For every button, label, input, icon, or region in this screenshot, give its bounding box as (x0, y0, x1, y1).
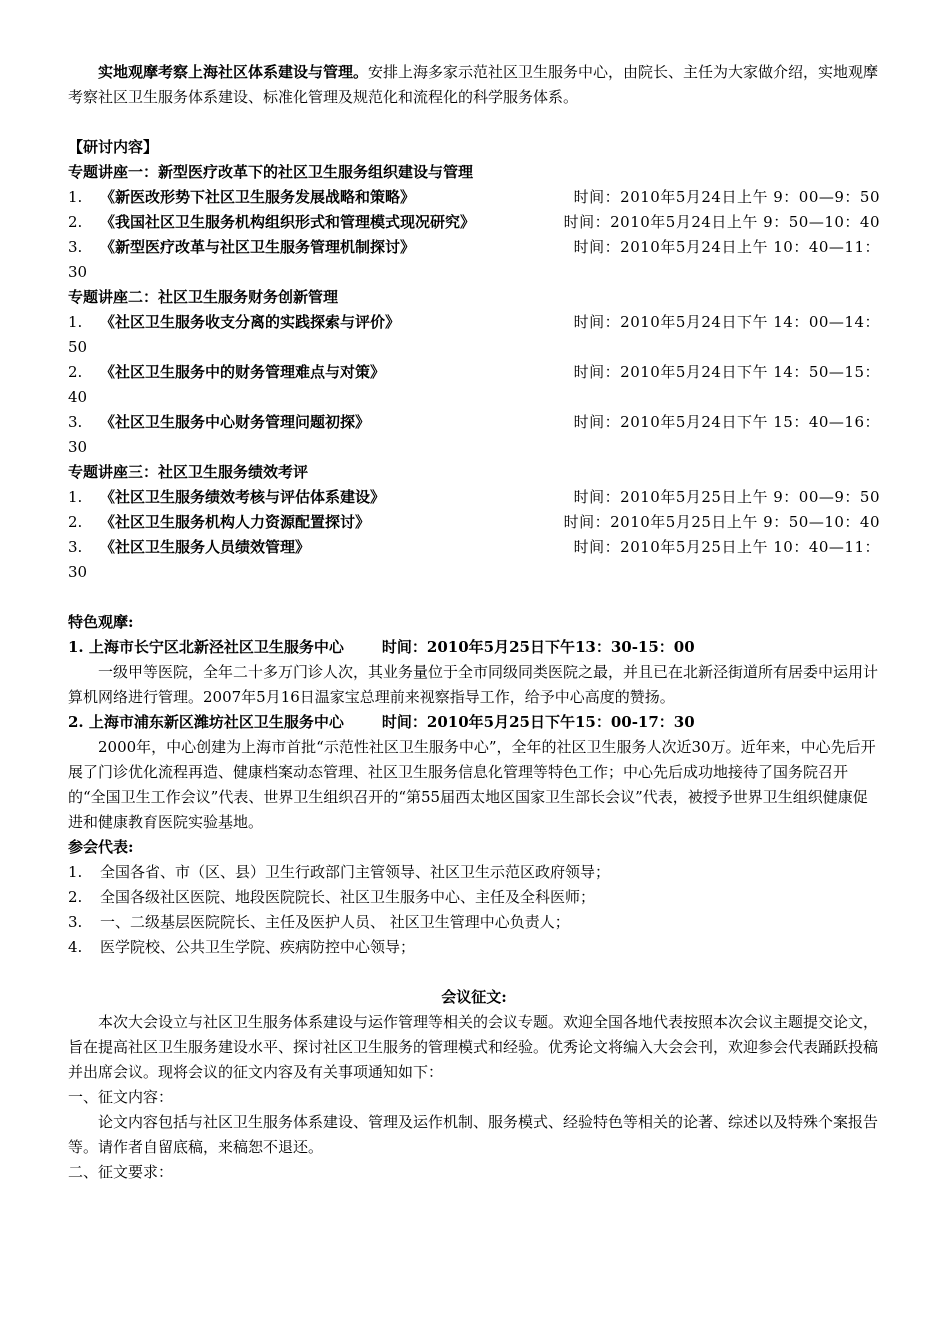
lecture-item-time: 时间：2010年5月24日上午 9：50—10：40 (563, 213, 880, 231)
lecture-item-time-wrap: 30 (68, 263, 88, 281)
lecture-item-time-wrap: 30 (68, 438, 88, 456)
lecture-item-time-wrap: 50 (68, 338, 88, 356)
visit-site-name: 2. 上海市浦东新区潍坊社区卫生服务中心 (68, 713, 344, 731)
lecture-title: 专题讲座一：新型医疗改革下的社区卫生服务组织建设与管理 (68, 163, 474, 181)
visit-site-time: 时间：2010年5月25日下午15：00-17：30 (381, 713, 695, 731)
visit-site-name: 1. 上海市长宁区北新泾社区卫生服务中心 (68, 638, 344, 656)
lecture-item-time: 时间：2010年5月24日下午 14：00—14： (573, 313, 880, 331)
lecture-item-number: 1. (68, 313, 83, 331)
attendee-number: 1. (68, 863, 83, 881)
call-section1-title: 一、征文内容： (68, 1088, 174, 1106)
lecture-item-name: 《社区卫生服务收支分离的实践探索与评价》 (100, 313, 401, 331)
lecture-item-name: 《社区卫生服务机构人力资源配置探讨》 (100, 513, 371, 531)
lecture-item-left (68, 235, 415, 260)
attendee-number: 4. (68, 938, 83, 956)
lecture-item-number: 2. (68, 513, 83, 531)
lecture-item-time: 时间：2010年5月24日下午 14：50—15： (573, 363, 880, 381)
visit-site-description: 一级甲等医院，全年二十多万门诊人次，其业务量位于全市同级同类医院之最，并且已在北新泾街道所有居委中运用计算机网络进行管理。2007年5月16日温家宝总理前来视察指导工作，给予中心高度的赞扬。 (68, 663, 879, 706)
attendee-list (68, 860, 880, 960)
lecture-item (68, 310, 880, 335)
lecture-item-left (68, 535, 310, 560)
lecture-item (68, 210, 880, 235)
lecture-item-time-wrap: 40 (68, 388, 88, 406)
lecture-item-name: 《新医改形势下社区卫生服务发展战略和策略》 (100, 188, 416, 206)
lecture-item-number: 3. (68, 538, 83, 556)
lecture-item-name: 《我国社区卫生服务机构组织形式和管理模式现况研究》 (100, 213, 476, 231)
lecture-item-time: 时间：2010年5月24日下午 15：40—16： (573, 413, 880, 431)
visit-site-title (68, 635, 880, 660)
lecture-list (68, 160, 880, 585)
lecture-item-number: 1. (68, 488, 83, 506)
lecture-item-name: 《社区卫生服务中心财务管理问题初探》 (100, 413, 371, 431)
call-intro: 本次大会设立与社区卫生服务体系建设与运作管理等相关的会议专题。欢迎全国各地代表按照本次会议主题提交论文，旨在提高社区卫生服务建设水平、探讨社区卫生服务的管理模式和经验。优秀论文将编入大会会刊，欢迎参会代表踊跃投稿并出席会议。现将会议的征文内容及有关事项通知如下： (68, 1013, 879, 1081)
lecture-item-left (68, 210, 475, 235)
lecture-item-number: 3. (68, 413, 83, 431)
call-section1-text: 论文内容包括与社区卫生服务体系建设、管理及运作机制、服务模式、经验特色等相关的论著、综述以及特殊个案报告等。请作者自留底稿，来稿恕不退还。 (68, 1113, 879, 1156)
lecture-item (68, 510, 880, 535)
lecture-item-left (68, 510, 370, 535)
call-section2-title: 二、征文要求： (68, 1163, 174, 1181)
lecture-item-name: 《社区卫生服务中的财务管理难点与对策》 (100, 363, 386, 381)
attendee-item (68, 860, 880, 885)
lecture-item (68, 535, 880, 560)
lecture-item-name: 《社区卫生服务绩效考核与评估体系建设》 (100, 488, 386, 506)
lecture-item-left (68, 410, 370, 435)
attendee-text: 一、二级基层医院院长、主任及医护人员、 社区卫生管理中心负责人； (100, 913, 570, 931)
lecture-item (68, 410, 880, 435)
lecture-item-number: 1. (68, 188, 83, 206)
visit-list (68, 635, 880, 835)
intro-paragraph (68, 60, 880, 110)
visit-site-time: 时间：2010年5月25日下午13：30-15：00 (381, 638, 695, 656)
call-heading: 会议征文: (441, 988, 507, 1006)
lecture-item-time: 时间：2010年5月24日上午 9：00—9：50 (573, 188, 880, 206)
lecture-item-left (68, 485, 385, 510)
lecture-item-number: 2. (68, 363, 83, 381)
lecture-item-time: 时间：2010年5月24日上午 10：40—11： (573, 238, 880, 256)
attendee-text: 全国各级社区医院、地段医院院长、社区卫生服务中心、主任及全科医师； (100, 888, 596, 906)
visit-site-description: 2000年，中心创建为上海市首批“示范性社区卫生服务中心”，全年的社区卫生服务人次近30万。近年来，中心先后开展了门诊优化流程再造、健康档案动态管理、社区卫生服务信息化管理等特色工作；中心先后成功地接待了国务院召开的“全国卫生工作会议”代表、世界卫生组织召开的“第55届西太地区国家卫生部长会议”代表，被授予世界卫生组织健康促进和健康教育医院实验基地。 (68, 738, 876, 831)
attendee-text: 医学院校、公共卫生学院、疾病防控中心领导； (100, 938, 416, 956)
topic-heading: 【研讨内容】 (68, 138, 159, 156)
lecture-item (68, 360, 880, 385)
attendees-heading: 参会代表: (68, 838, 134, 856)
lecture-item (68, 485, 880, 510)
lecture-item-name: 《社区卫生服务人员绩效管理》 (100, 538, 311, 556)
intro-bold: 实地观摩考察上海社区体系建设与管理。 (98, 63, 369, 81)
lecture-item-time-wrap: 30 (68, 563, 88, 581)
attendee-text: 全国各省、市（区、县）卫生行政部门主管领导、社区卫生示范区政府领导； (100, 863, 611, 881)
attendee-item (68, 935, 880, 960)
lecture-item-time: 时间：2010年5月25日上午 10：40—11： (573, 538, 880, 556)
lecture-item-time: 时间：2010年5月25日上午 9：50—10：40 (563, 513, 880, 531)
document-page (68, 60, 880, 1185)
lecture-title: 专题讲座二：社区卫生服务财务创新管理 (68, 288, 339, 306)
lecture-item-left (68, 185, 415, 210)
lecture-item-left (68, 310, 400, 335)
attendee-item (68, 885, 880, 910)
attendee-item (68, 910, 880, 935)
lecture-item-number: 3. (68, 238, 83, 256)
attendee-number: 2. (68, 888, 83, 906)
lecture-title: 专题讲座三：社区卫生服务绩效考评 (68, 463, 309, 481)
attendee-number: 3. (68, 913, 83, 931)
visit-heading: 特色观摩: (68, 613, 134, 631)
lecture-item (68, 235, 880, 260)
lecture-item-number: 2. (68, 213, 83, 231)
lecture-item-name: 《新型医疗改革与社区卫生服务管理机制探讨》 (100, 238, 416, 256)
visit-site-title (68, 710, 880, 735)
lecture-item-time: 时间：2010年5月25日上午 9：00—9：50 (573, 488, 880, 506)
intro-text: 安排上海多家示范社区卫生服务中心，由院长、主任为大家做介绍，实地观摩考察社区卫生服务体系建设、标准化管理及规范化和流程化的科学服务体系。 (68, 63, 879, 106)
lecture-item-left (68, 360, 385, 385)
lecture-item (68, 185, 880, 210)
